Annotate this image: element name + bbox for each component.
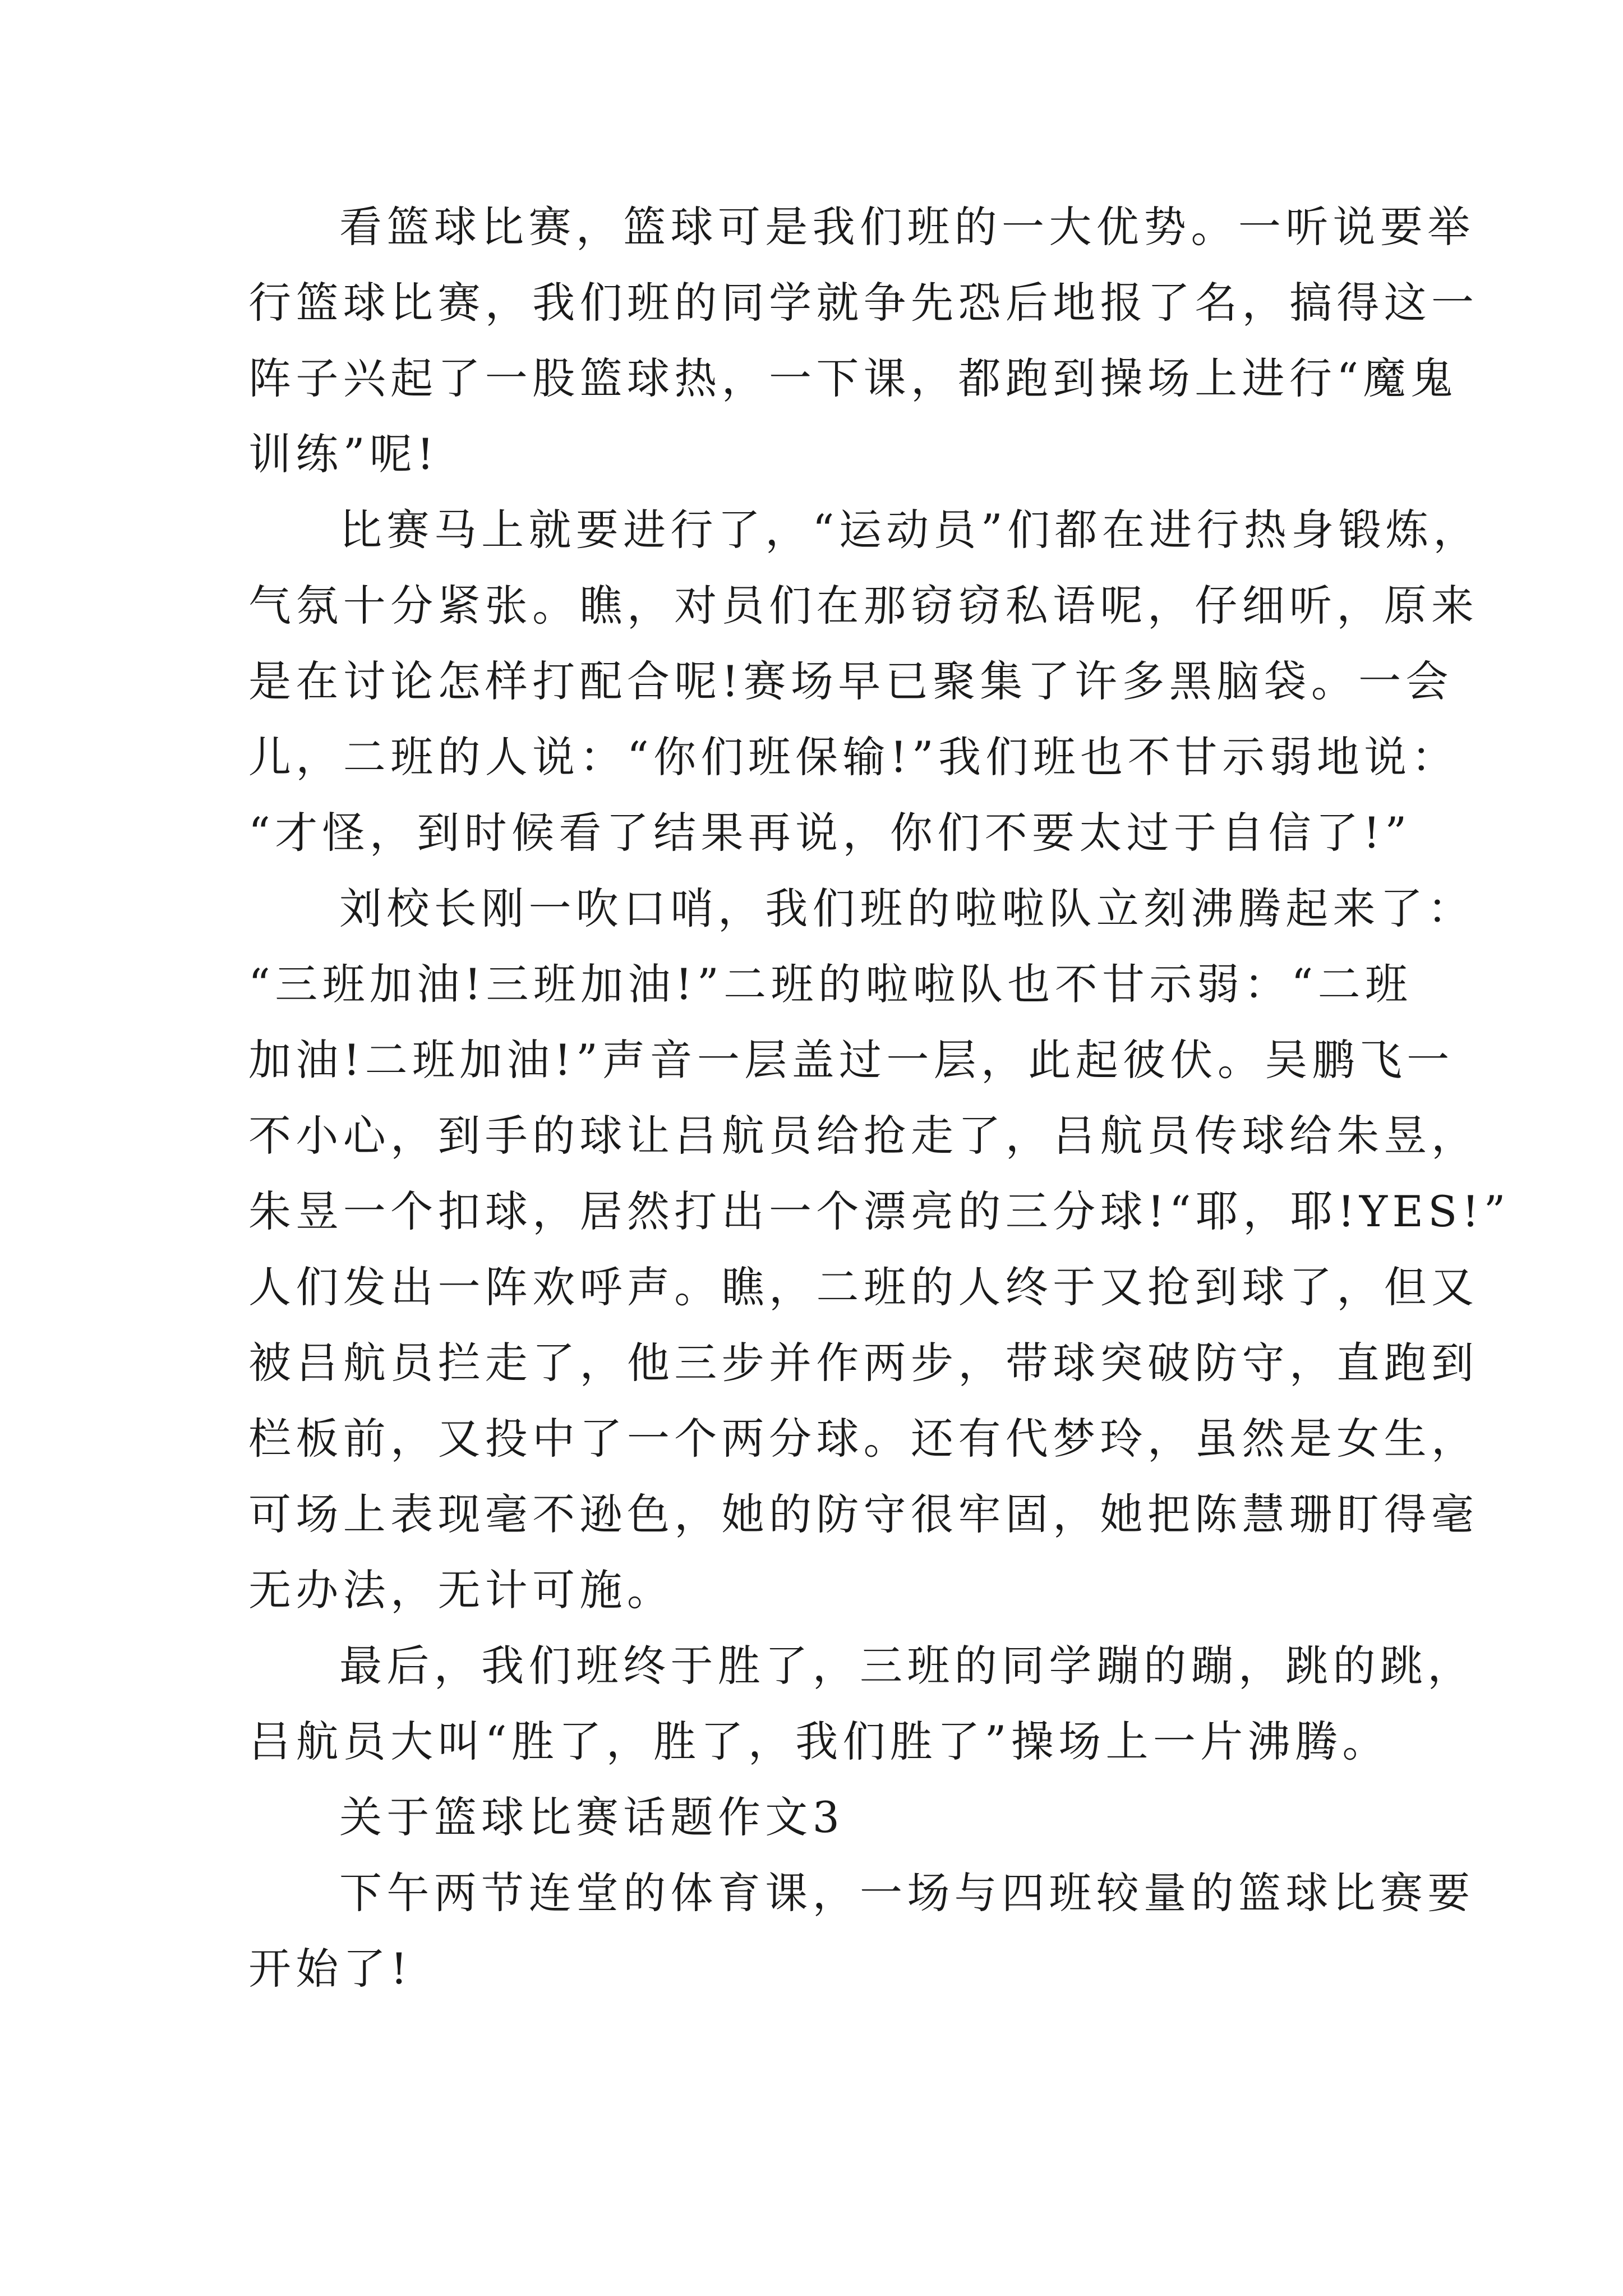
text-line: 开始了! <box>248 1944 412 1994</box>
text-line: 无办法，无计可施。 <box>248 1565 675 1615</box>
text-line: 下午两节连堂的体育课，一场与四班较量的篮球比赛要 <box>339 1868 1475 1918</box>
text-line: 吕航员大叫“胜了，胜了，我们胜了”操场上一片沸腾。 <box>248 1717 1390 1766</box>
text-line: 朱昱一个扣球，居然打出一个漂亮的三分球!“耶，耶!YES!” <box>248 1186 1510 1236</box>
text-line: 比赛马上就要进行了，“运动员”们都在进行热身锻炼， <box>339 505 1481 555</box>
text-line: 气氛十分紧张。瞧，对员们在那窃窃私语呢，仔细听，原来 <box>248 581 1479 631</box>
text-line: 可场上表现毫不逊色，她的防守很牢固，她把陈慧珊盯得毫 <box>248 1489 1479 1539</box>
text-line: 训练”呢! <box>248 429 439 479</box>
section-heading: 关于篮球比赛话题作文3 <box>339 1792 845 1842</box>
text-line: 被吕航员拦走了，他三步并作两步，带球突破防守，直跑到 <box>248 1338 1479 1388</box>
text-line: 栏板前，又投中了一个两分球。还有代梦玲，虽然是女生， <box>248 1414 1479 1464</box>
text-line: 最后，我们班终于胜了，三班的同学蹦的蹦，跳的跳， <box>339 1641 1475 1691</box>
text-line: 看篮球比赛，篮球可是我们班的一大优势。一听说要举 <box>339 202 1475 252</box>
text-line: 是在讨论怎样打配合呢!赛场早已聚集了许多黑脑袋。一会 <box>248 656 1453 706</box>
text-line: 不小心，到手的球让吕航员给抢走了，吕航员传球给朱昱， <box>248 1111 1479 1161</box>
text-line: 行篮球比赛，我们班的同学就争先恐后地报了名，搞得这一 <box>248 278 1479 328</box>
text-line: 儿，二班的人说：“你们班保输!”我们班也不甘示弱地说： <box>248 732 1459 782</box>
text-line: “三班加油!三班加油!”二班的啦啦队也不甘示弱：“二班 <box>248 959 1413 1009</box>
text-line: 人们发出一阵欢呼声。瞧，二班的人终于又抢到球了，但又 <box>248 1262 1479 1312</box>
text-line: 加油!二班加油!”声音一层盖过一层，此起彼伏。吴鹏飞一 <box>248 1035 1454 1085</box>
text-line: 刘校长刚一吹口哨，我们班的啦啦队立刻沸腾起来了： <box>339 884 1475 933</box>
text-line: “才怪，到时候看了结果再说，你们不要太过于自信了!” <box>248 808 1412 858</box>
text-line: 阵子兴起了一股篮球热，一下课，都跑到操场上进行“魔鬼 <box>248 353 1458 403</box>
